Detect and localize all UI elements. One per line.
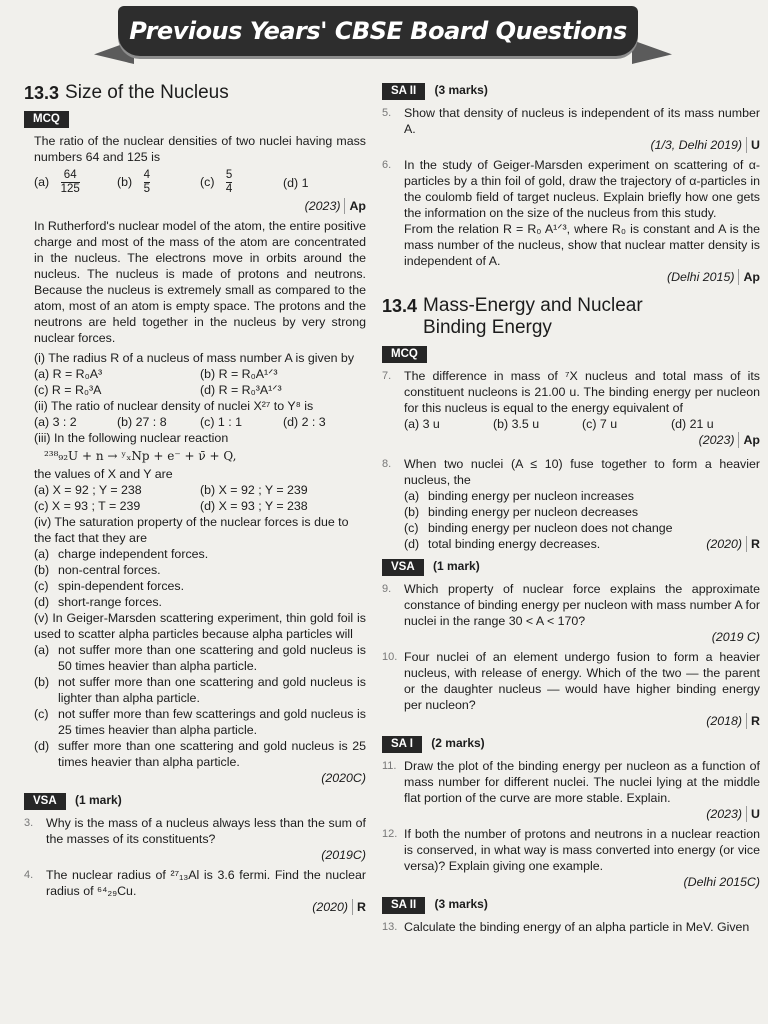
option-a-label: (a) bbox=[34, 174, 50, 189]
section-heading-13-4 bbox=[382, 295, 760, 339]
difficulty-code: U bbox=[746, 806, 760, 822]
question-5-source bbox=[404, 137, 760, 153]
vsa-tag bbox=[24, 792, 366, 810]
vsa-marks: (1 mark) bbox=[433, 559, 480, 573]
question-12-source: (Delhi 2015C) bbox=[683, 875, 760, 889]
option-b: (b) not suffer more than one scattering and gold nucleus is lighter than alpha particle. bbox=[34, 675, 366, 705]
option-a bbox=[34, 169, 117, 196]
right-column bbox=[382, 80, 760, 939]
option-c: (c) not suffer more than few scatterings and gold nucleus is 25 times heavier than alpha particle. bbox=[34, 707, 366, 737]
option-c: (c) spin-dependent forces. bbox=[34, 579, 185, 593]
case-question-iv bbox=[34, 514, 366, 610]
difficulty-code: R bbox=[746, 536, 760, 552]
option-b: (b) binding energy per nucleon decreases bbox=[404, 505, 639, 519]
question-9-source: (2019 C) bbox=[711, 630, 760, 644]
vsa-tag bbox=[382, 558, 760, 576]
option-d-text: suffer more than one scattering and gold nucleus is 25 times heavier than alpha particle. bbox=[58, 739, 366, 769]
option-c: (c) X = 93 ; T = 239 bbox=[34, 499, 141, 513]
question-11-text: Draw the plot of the binding energy per nucleon as a function of mass number for different nuclei. The nuclei lying at the middle flat portion of the curve are more stable. Explain. bbox=[404, 759, 760, 805]
case-question-v bbox=[34, 610, 366, 786]
question-10 bbox=[382, 649, 760, 729]
case-question-v-stem: (v) In Geiger-Marsden scattering experiment, thin gold foil is used to scatter alpha particles because alpha particles will bbox=[34, 611, 366, 641]
question-10-text: Four nuclei of an element undergo fusion to form a heavier nucleus, with release of energy. Which of the two — the parent or the daughter nucleus — would have higher binding energy per nucleon? bbox=[404, 650, 760, 712]
option-b bbox=[117, 169, 200, 196]
case-question-ii bbox=[34, 398, 366, 430]
option-d: (d) 2 : 3 bbox=[283, 415, 326, 429]
case-question-iii-options bbox=[34, 482, 366, 514]
mcq-badge: MCQ bbox=[24, 111, 69, 128]
question-number: 11. bbox=[382, 760, 397, 772]
option-b-text: not suffer more than one scattering and gold nucleus is lighter than alpha particle. bbox=[58, 675, 366, 705]
section-title: Mass-Energy and Nuclear Binding Energy bbox=[423, 295, 643, 338]
option-c: (c) R = R₀³A bbox=[34, 383, 102, 397]
fraction-c-num: 5 bbox=[225, 169, 233, 181]
option-a: (a) not suffer more than one scattering and gold nucleus is 50 times heavier than alpha particle. bbox=[34, 643, 366, 673]
option-a: (a) R = R₀A³ bbox=[34, 367, 103, 381]
sa2b-marks: (3 marks) bbox=[434, 897, 488, 911]
question-number: 6. bbox=[382, 159, 392, 171]
source-year: (2023) bbox=[304, 199, 341, 213]
option-d: (d) suffer more than one scattering and gold nucleus is 25 times heavier than alpha particle. bbox=[34, 739, 366, 769]
question-6-text-2: From the relation R = R₀ A¹ᐟ³, where R₀ is constant and A is the mass number of the nucleus, show that nuclear matter density is independent of A. bbox=[404, 222, 760, 268]
question-9 bbox=[382, 581, 760, 645]
question-13-text: Calculate the binding energy of an alpha particle in MeV. Given bbox=[404, 920, 750, 934]
question-4-text: The nuclear radius of ²⁷₁₃Al is 3.6 fermi. Find the nuclear radius of ⁶⁴₂₉Cu. bbox=[46, 868, 366, 898]
difficulty-code: R bbox=[746, 713, 760, 729]
fraction-b-num: 4 bbox=[143, 169, 151, 181]
sa2b-badge: SA II bbox=[382, 897, 425, 914]
sa2-tag bbox=[382, 82, 760, 100]
difficulty-code: Ap bbox=[738, 432, 760, 448]
source-year: (2018) bbox=[706, 714, 743, 728]
sa2-badge: SA II bbox=[382, 83, 425, 100]
fraction-b bbox=[144, 169, 150, 196]
question-number: 13. bbox=[382, 921, 398, 933]
option-d: (d) X = 93 ; Y = 238 bbox=[200, 499, 308, 513]
question-number: 4. bbox=[24, 869, 34, 881]
question-7 bbox=[382, 368, 760, 448]
question-4-source bbox=[46, 899, 366, 915]
difficulty-code: Ap bbox=[738, 269, 760, 285]
option-c-label: (c) bbox=[200, 174, 215, 189]
option-b-text: binding energy per nucleon decreases bbox=[428, 505, 639, 519]
question-number: 7. bbox=[382, 370, 392, 382]
source-year: (2020) bbox=[312, 900, 349, 914]
case-question-iii-stem: (iii) In the following nuclear reaction bbox=[34, 431, 229, 445]
source-year: (2020) bbox=[706, 537, 743, 551]
sa1-marks: (2 marks) bbox=[431, 736, 485, 750]
option-d: (d) 21 u bbox=[671, 417, 714, 431]
option-c-text: binding energy per nucleon does not change bbox=[428, 521, 673, 535]
option-b: (b) X = 92 ; Y = 239 bbox=[200, 483, 308, 497]
question-11-source bbox=[404, 806, 760, 822]
option-d: (d) 1 bbox=[283, 175, 309, 190]
question-9-text: Which property of nuclear force explains the approximate constance of binding energy per nucleon with mass number A for nuclei in the range 30 < A < 170? bbox=[404, 582, 760, 628]
fraction-a-num: 64 bbox=[63, 169, 77, 181]
case-passage: In Rutherford's nuclear model of the atom, the entire positive charge and most of the mass of the atom are concentrated in the nucleus. The electrons move in orbits around the nucleus. The nucleus is made of protons and neutrons. Because the nucleus is extremely small as compared to the atom, most of an atom is empty space. The protons and the neutrons are held together in the nucleus by very strong nuclear forces. bbox=[34, 219, 366, 345]
question-11 bbox=[382, 758, 760, 822]
option-c bbox=[200, 169, 283, 196]
sa2b-tag bbox=[382, 896, 760, 914]
sa1-badge: SA I bbox=[382, 736, 422, 753]
option-a: (a) charge independent forces. bbox=[34, 547, 209, 561]
question-1 bbox=[34, 133, 366, 214]
option-a: (a) 3 : 2 bbox=[34, 415, 77, 429]
page-title: Previous Years' CBSE Board Questions bbox=[129, 17, 627, 45]
case-question-iv-stem: (iv) The saturation property of the nuclear forces is due to the fact that they are bbox=[34, 515, 349, 545]
question-6 bbox=[382, 157, 760, 285]
case-question-source: (2020C) bbox=[321, 771, 366, 785]
fraction-b-den: 5 bbox=[143, 183, 151, 195]
fraction-a-den: 125 bbox=[60, 183, 80, 195]
fraction-a bbox=[61, 169, 80, 196]
option-c-text: not suffer more than few scatterings and gold nucleus is 25 times heavier than alpha particle. bbox=[58, 707, 366, 737]
case-question-i-stem: (i) The radius R of a nucleus of mass number A is given by bbox=[34, 351, 355, 365]
fraction-c-den: 4 bbox=[225, 183, 233, 195]
question-12-text: If both the number of protons and neutrons in a nuclear reaction is conserved, in what way is mass converted into energy (or vice versa)? Explain giving one example. bbox=[404, 827, 760, 873]
left-column bbox=[24, 80, 366, 919]
sa1-tag bbox=[382, 735, 760, 753]
mcq-tag bbox=[382, 345, 760, 363]
question-4 bbox=[24, 867, 366, 915]
case-question-iii bbox=[34, 430, 366, 514]
difficulty-code: R bbox=[352, 899, 366, 915]
question-7-text: The difference in mass of ⁷X nucleus and total mass of its constituent nucleons is 21.00 u. The binding energy per nucleon for this nucleus is equal to the energy equivalent of bbox=[404, 369, 760, 415]
case-question-ii-stem: (ii) The ratio of nuclear density of nuclei X²⁷ to Y⁸ is bbox=[34, 399, 314, 413]
question-3-source: (2019C) bbox=[321, 848, 366, 862]
question-1-source bbox=[34, 198, 366, 214]
option-b: (b) non-central forces. bbox=[34, 563, 161, 577]
question-5 bbox=[382, 105, 760, 153]
option-d-text: short-range forces. bbox=[58, 595, 162, 609]
option-d-text: total binding energy decreases. bbox=[428, 537, 601, 551]
vsa-badge: VSA bbox=[24, 793, 66, 810]
question-1-options bbox=[34, 169, 366, 196]
source-year: (2023) bbox=[698, 433, 735, 447]
page-header-banner bbox=[118, 6, 638, 56]
option-a: (a) binding energy per nucleon increases bbox=[404, 489, 634, 503]
option-d: (d) total binding energy decreases. (2020) R bbox=[404, 537, 760, 551]
case-question-ii-options bbox=[34, 414, 366, 430]
question-7-options bbox=[404, 416, 760, 432]
question-5-text: Show that density of nucleus is independent of its mass number A. bbox=[404, 106, 760, 136]
question-1-text: The ratio of the nuclear densities of two nuclei having mass numbers 64 and 125 is bbox=[34, 134, 366, 164]
question-3 bbox=[24, 815, 366, 863]
question-12 bbox=[382, 826, 760, 890]
option-c: (c) 1 : 1 bbox=[200, 415, 242, 429]
option-a: (a) 3 u bbox=[404, 417, 440, 431]
sa2-marks: (3 marks) bbox=[434, 83, 488, 97]
option-a-text: not suffer more than one scattering and gold nucleus is 50 times heavier than alpha particle. bbox=[58, 643, 366, 673]
vsa-marks: (1 mark) bbox=[75, 793, 122, 807]
vsa-badge: VSA bbox=[382, 559, 424, 576]
question-number: 9. bbox=[382, 583, 392, 595]
case-question-iii-line: the values of X and Y are bbox=[34, 467, 173, 481]
option-c-text: spin-dependent forces. bbox=[58, 579, 185, 593]
section-number: 13.3 bbox=[24, 83, 60, 103]
question-6-source bbox=[404, 269, 760, 285]
option-b-text: non-central forces. bbox=[58, 563, 161, 577]
section-heading-13-3 bbox=[24, 82, 366, 104]
question-13 bbox=[382, 919, 760, 935]
section-title: Size of the Nucleus bbox=[65, 82, 229, 103]
option-a-text: binding energy per nucleon increases bbox=[428, 489, 634, 503]
mcq-badge: MCQ bbox=[382, 346, 427, 363]
option-b: (b) 27 : 8 bbox=[117, 415, 167, 429]
option-c: (c) 7 u bbox=[582, 417, 618, 431]
question-8-text: When two nuclei (A ≤ 10) fuse together to form a heavier nucleus, the bbox=[404, 457, 760, 487]
question-10-source bbox=[404, 713, 760, 729]
question-number: 8. bbox=[382, 458, 392, 470]
question-number: 12. bbox=[382, 828, 398, 840]
nuclear-reaction-equation: ²³⁸₉₂U + n → ʸₓNp + e⁻ + ν̄ + Q, bbox=[44, 449, 237, 463]
option-d: (d) short-range forces. bbox=[34, 595, 162, 609]
option-a-text: charge independent forces. bbox=[58, 547, 209, 561]
question-7-source bbox=[404, 432, 760, 448]
option-d: (d) R = R₀³A¹ᐟ³ bbox=[200, 383, 282, 397]
question-number: 10. bbox=[382, 651, 398, 663]
source-year: (1/3, Delhi 2019) bbox=[650, 138, 743, 152]
question-8 bbox=[382, 456, 760, 552]
question-3-text: Why is the mass of a nucleus always less than the sum of the masses of its constituents? bbox=[46, 816, 366, 846]
option-b: (b) 3.5 u bbox=[493, 417, 540, 431]
case-question-i bbox=[34, 350, 366, 398]
case-question-i-options bbox=[34, 366, 366, 398]
question-6-text: In the study of Geiger-Marsden experiment on scattering of α-particles by a thin foil of gold, draw the trajectory of α-particles in the coulomb field of target nucleus. Explain briefly how one gets the information on the size of the nucleus from this study. bbox=[404, 158, 760, 220]
option-a: (a) X = 92 ; Y = 238 bbox=[34, 483, 142, 497]
source-year: (2023) bbox=[706, 807, 743, 821]
difficulty-code: Ap bbox=[344, 198, 366, 214]
difficulty-code: U bbox=[746, 137, 760, 153]
banner-ribbon-right bbox=[632, 40, 672, 64]
option-b-label: (b) bbox=[117, 174, 133, 189]
fraction-c bbox=[226, 169, 232, 196]
section-number: 13.4 bbox=[382, 296, 418, 316]
question-number: 5. bbox=[382, 107, 392, 119]
option-c: (c) binding energy per nucleon does not change bbox=[404, 521, 673, 535]
source-year: (Delhi 2015) bbox=[666, 270, 735, 284]
mcq-tag bbox=[24, 110, 366, 128]
question-number: 3. bbox=[24, 817, 34, 829]
option-b: (b) R = R₀A¹ᐟ³ bbox=[200, 367, 278, 381]
